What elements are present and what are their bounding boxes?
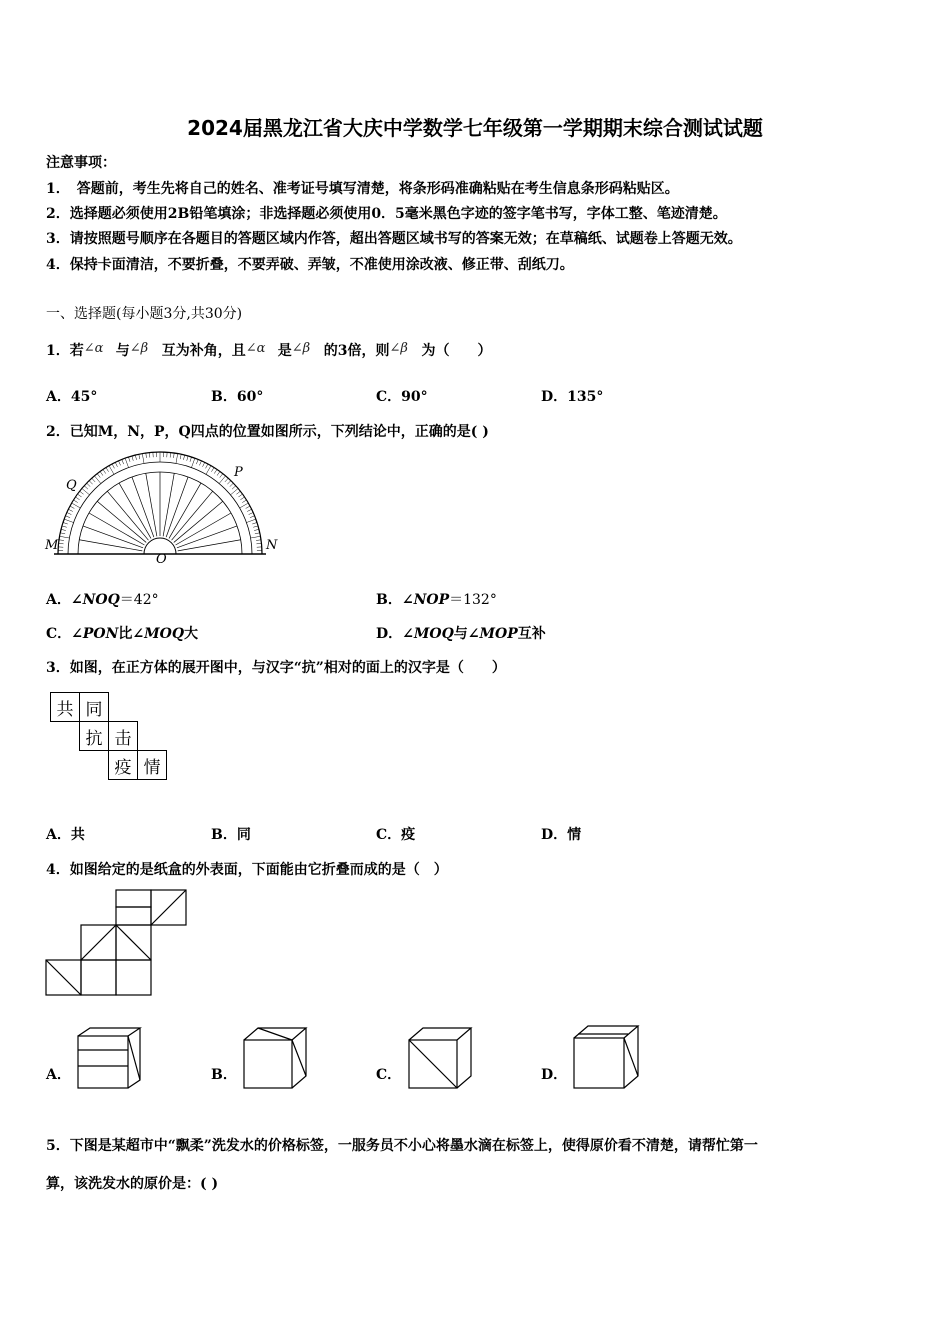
label-m: M (45, 538, 59, 553)
q2-option-c[interactable] (46, 623, 198, 643)
notice-item: 2．选择题必须使用2B铅笔填涂；非选择题必须使用0．5毫米黑色字迹的签字笔书写，字体工整、笔迹清楚。 (46, 206, 727, 222)
q3-option-d[interactable]: D．情 (541, 827, 582, 843)
question-2: 2．已知M，N，P，Q四点的位置如图所示，下列结论中，正确的是( ) (46, 424, 489, 440)
angle-beta: ∠β (389, 341, 408, 356)
q1-text: 为（ ） (421, 343, 492, 359)
box-net-figure (46, 890, 191, 996)
q4-option-a-label[interactable]: A． (46, 1067, 71, 1083)
q3-option-b[interactable]: B．同 (211, 827, 251, 843)
angle-beta: ∠β (291, 341, 311, 356)
q4-option-c-label[interactable]: C． (376, 1067, 402, 1083)
label-p: P (234, 465, 243, 480)
question-5-line2: 算，该洗发水的原价是：( ) (46, 1176, 219, 1192)
angle-expr: ∠PON (71, 626, 119, 642)
angle-beta: ∠β (129, 341, 149, 356)
q1-text: 是 (277, 343, 292, 359)
notice-item: 4．保持卡面清洁，不要折叠，不要弄破、弄皱，不准使用涂改液、修正带、刮纸刀。 (46, 257, 574, 273)
question-3: 3．如图，在正方体的展开图中，与汉字“抗”相对的面上的汉字是（ ） (46, 660, 506, 676)
cube-option-b[interactable] (242, 1026, 308, 1092)
net-cell: 共 (51, 693, 80, 722)
option-prefix: D． (376, 626, 403, 642)
option-text: 互补 (517, 626, 546, 642)
option-text: 与 (453, 626, 468, 642)
label-o: O (156, 552, 167, 567)
q1-option-a[interactable]: A．45° (46, 389, 98, 405)
notice-item: 3．请按照题号顺序在各题目的答题区域内作答，超出答题区域书写的答案无效；在草稿纸、试题卷上答题无效。 (46, 231, 742, 247)
net-cell: 疫 (109, 751, 138, 780)
q4-option-d-label[interactable]: D． (541, 1067, 568, 1083)
q1-option-b[interactable]: B．60° (211, 389, 264, 405)
angle-alpha: ∠α (245, 341, 266, 356)
angle-expr: ∠MOQ (132, 626, 185, 642)
q2-option-b[interactable] (376, 589, 497, 609)
q1-option-c[interactable]: C．90° (376, 389, 428, 405)
option-text: 比 (118, 626, 133, 642)
angle-expr: ∠NOQ (70, 592, 120, 608)
net-cell: 抗 (80, 722, 109, 751)
cube-net (50, 692, 167, 780)
label-q: Q (66, 478, 77, 493)
section-heading: 一、选择题(每小题3分,共30分) (46, 306, 243, 322)
cube-option-c[interactable] (407, 1026, 473, 1092)
q1-text: 的3倍，则 (323, 343, 390, 359)
option-value: ＝42° (119, 592, 159, 608)
notice-item: 1． 答题前，考生先将自己的姓名、准考证号填写清楚，将条形码准确粘贴在考生信息条形码粘贴区。 (46, 181, 679, 197)
net-cell: 同 (80, 693, 109, 722)
option-prefix: C． (46, 626, 72, 642)
q3-option-a[interactable]: A．共 (46, 827, 85, 843)
label-n: N (266, 538, 278, 553)
option-text: 大 (184, 626, 199, 642)
angle-expr: ∠MOP (467, 626, 518, 642)
q2-option-a[interactable] (46, 589, 159, 609)
net-cell: 情 (138, 751, 167, 780)
option-prefix: B． (376, 592, 402, 608)
page-title: 2024届黑龙江省大庆中学数学七年级第一学期期末综合测试试题 (187, 116, 763, 140)
cube-option-a[interactable] (76, 1026, 142, 1092)
q1-text: 1．若 (46, 343, 84, 359)
protractor-figure (44, 448, 284, 568)
q2-option-d[interactable] (376, 623, 546, 643)
q1-text: 互为补角，且 (161, 343, 246, 359)
cube-option-d[interactable] (572, 1022, 642, 1092)
angle-expr: ∠NOP (401, 592, 450, 608)
angle-alpha: ∠α (83, 341, 104, 356)
angle-expr: ∠MOQ (402, 626, 454, 642)
q1-option-d[interactable]: D．135° (541, 389, 604, 405)
q1-text: 与 (115, 343, 130, 359)
question-1 (46, 340, 492, 360)
q3-option-c[interactable]: C．疫 (376, 827, 416, 843)
notice-heading: 注意事项： (46, 155, 116, 171)
question-4: 4．如图给定的是纸盒的外表面，下面能由它折叠而成的是（ ） (46, 862, 448, 878)
question-5-line1: 5．下图是某超市中“飘柔”洗发水的价格标签，一服务员不小心将墨水滴在标签上，使得原价看不清楚，请帮忙第一 (46, 1138, 758, 1154)
option-value: ＝132° (449, 592, 497, 608)
q4-option-b-label[interactable]: B． (211, 1067, 237, 1083)
option-prefix: A． (46, 592, 71, 608)
net-cell: 击 (109, 722, 138, 751)
